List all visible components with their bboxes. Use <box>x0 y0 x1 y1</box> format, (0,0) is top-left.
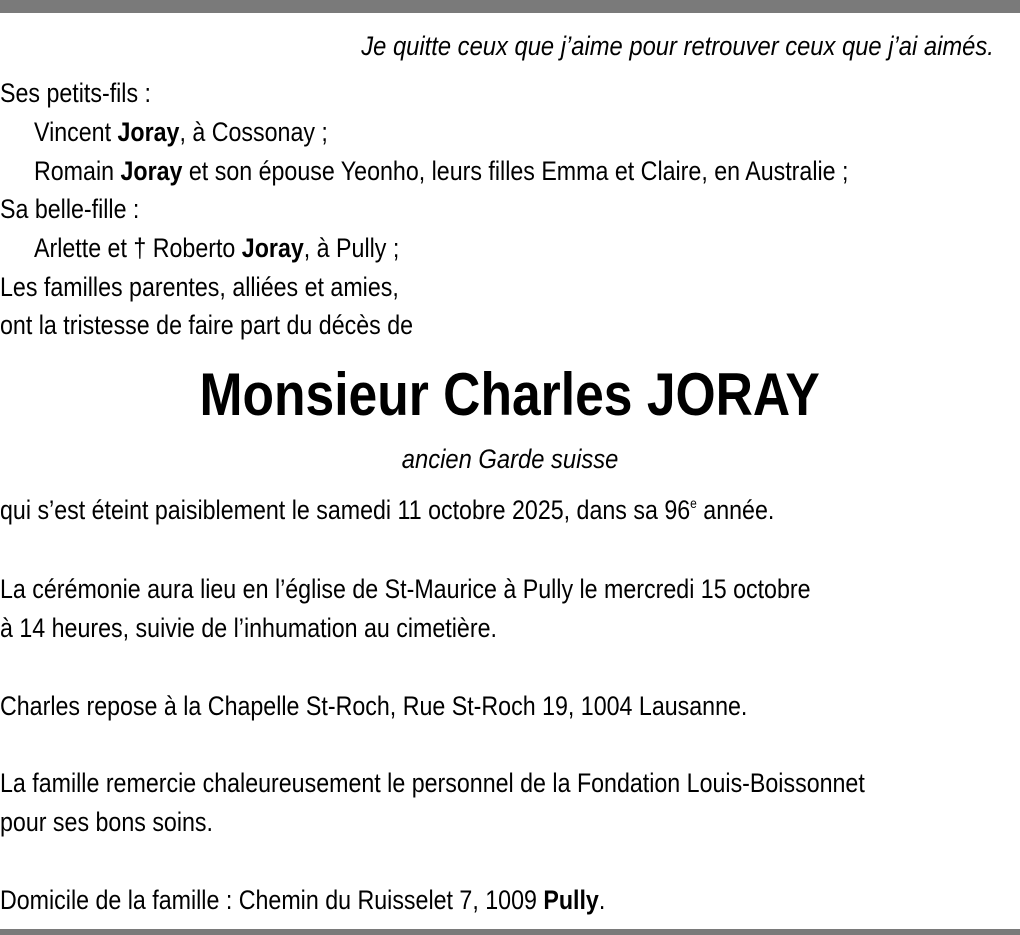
ceremony-line-2: à 14 heures, suivie de l’inhumation au cimetière. <box>0 613 497 643</box>
daughter-in-law-place: , à Pully ; <box>303 233 400 263</box>
daughter-in-law-arlette <box>34 232 399 264</box>
domicile-end: . <box>598 885 606 915</box>
deceased-subtitle <box>0 443 1020 475</box>
grandson-romain <box>34 155 848 187</box>
announcement-line: ont la tristesse de faire part du décès de <box>0 310 414 340</box>
epigraph-text: Je quitte ceux que j’aime pour retrouver ceux que j’ai aimés. <box>361 31 994 61</box>
death-line-text: qui s’est éteint paisiblement le samedi 11 octobre 2025, dans sa 96 <box>0 495 691 525</box>
death-line-superscript: e <box>690 495 697 511</box>
grandson-vincent-surname: Joray <box>117 117 180 147</box>
ceremony-line-1: La cérémonie aura lieu en l’église de St-Maurice à Pully le mercredi 15 octobre <box>0 574 811 604</box>
grandson-vincent-first: Vincent <box>34 117 118 147</box>
death-line-after: année. <box>696 495 775 525</box>
epigraph <box>0 30 1020 62</box>
death-line <box>0 494 774 526</box>
grandson-romain-surname: Joray <box>120 156 183 186</box>
deceased-name <box>0 362 1020 428</box>
grandson-romain-first: Romain <box>34 156 121 186</box>
grandson-vincent <box>34 116 328 148</box>
deceased-name-text: Monsieur Charles JORAY <box>199 361 821 428</box>
thanks-line-2: pour ses bons soins. <box>0 807 213 837</box>
grandsons-heading: Ses petits-fils : <box>0 78 151 108</box>
repose-line: Charles repose à la Chapelle St-Roch, Rue St-Roch 19, 1004 Lausanne. <box>0 691 748 721</box>
relatives-line: Les familles parentes, alliées et amies, <box>0 272 399 302</box>
daughter-in-law-heading: Sa belle-fille : <box>0 194 140 224</box>
bottom-rule <box>0 929 1020 935</box>
daughter-in-law-surname: Joray <box>241 233 304 263</box>
deceased-subtitle-text: ancien Garde suisse <box>401 444 619 474</box>
thanks-line-1: La famille remercie chaleureusement le personnel de la Fondation Louis-Boissonnet <box>0 768 865 798</box>
grandson-vincent-place: , à Cossonay ; <box>179 117 328 147</box>
domicile-address: Domicile de la famille : Chemin du Ruisselet 7, 1009 <box>0 885 544 915</box>
daughter-in-law-first: Arlette et † Roberto <box>34 233 242 263</box>
domicile-town: Pully <box>543 885 599 915</box>
grandson-romain-details: et son épouse Yeonho, leurs filles Emma et Claire, en Australie ; <box>182 156 849 186</box>
domicile-line <box>0 884 605 916</box>
